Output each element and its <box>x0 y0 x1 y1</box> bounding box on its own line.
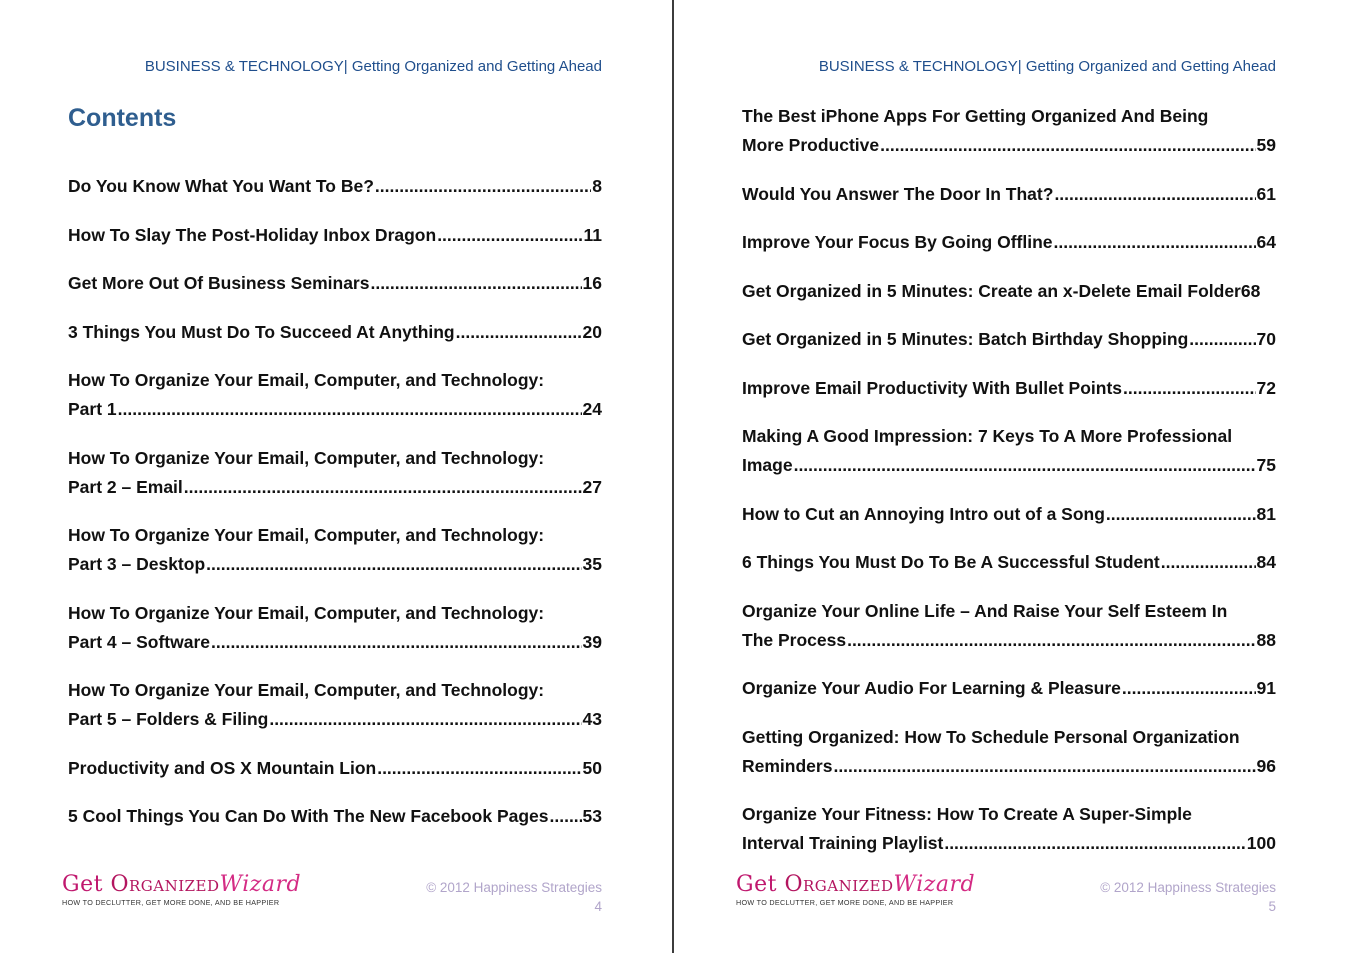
toc-page-number: 72 <box>1256 377 1276 398</box>
toc-entry[interactable] <box>742 548 1276 577</box>
toc-entry[interactable] <box>742 374 1276 403</box>
toc-entry-title: Get Organized in 5 Minutes: Create an x-Delete Email Folder <box>742 280 1241 301</box>
dot-leader <box>1122 674 1256 703</box>
dot-leader <box>269 705 581 734</box>
page-footer <box>426 878 602 916</box>
toc-entry-title-line: How To Organize Your Email, Computer, and Technology: <box>68 370 545 390</box>
toc-entry-title: Improve Email Productivity With Bullet Points <box>742 377 1123 398</box>
toc-page-number: 16 <box>582 273 602 293</box>
dot-leader <box>833 752 1255 781</box>
dot-leader <box>377 754 581 783</box>
toc-entry-title: Part 1 <box>68 399 117 419</box>
toc-entry[interactable] <box>68 676 602 734</box>
toc-page-number: 11 <box>583 224 602 245</box>
toc-entry-title-line: Organize Your Fitness: How To Create A Super-Simple <box>742 804 1192 824</box>
logo-tagline: HOW TO DECLUTTER, GET MORE DONE, AND BE HAPPIER <box>62 898 280 907</box>
toc-entry[interactable] <box>68 521 602 579</box>
dot-leader <box>118 395 582 424</box>
dot-leader <box>847 626 1255 655</box>
logo-wizard: Wizard <box>219 872 302 897</box>
page-footer <box>1100 878 1276 916</box>
toc-entry[interactable] <box>742 500 1276 529</box>
toc-page-number: 43 <box>582 709 602 729</box>
toc-entry-title-line: Making A Good Impression: 7 Keys To A More Professional <box>742 426 1233 446</box>
dot-leader <box>1054 180 1255 209</box>
toc-entry-title: 3 Things You Must Do To Succeed At Anything <box>68 321 455 342</box>
toc-entry-title-line: How To Organize Your Email, Computer, and Technology: <box>68 680 545 700</box>
dot-leader <box>1054 228 1256 257</box>
dot-leader <box>1123 374 1255 403</box>
toc-page-number: 39 <box>582 631 602 652</box>
toc-entry-title: Image <box>742 455 793 475</box>
toc-page-number: 100 <box>1246 833 1276 853</box>
toc-entry[interactable] <box>68 754 602 783</box>
toc-entry[interactable] <box>742 723 1276 781</box>
toc-entry-title-line: How To Organize Your Email, Computer, and Technology: <box>68 525 545 545</box>
toc-entry-title: Organize Your Audio For Learning & Pleasure <box>742 678 1121 698</box>
toc-entry[interactable] <box>742 228 1276 257</box>
toc-entry[interactable] <box>742 277 1276 306</box>
dot-leader <box>375 172 591 201</box>
get-organized-wizard-logo <box>736 872 975 907</box>
toc-page-number: 96 <box>1256 755 1276 776</box>
toc-page-number: 27 <box>582 476 602 497</box>
toc-entry-title: Interval Training Playlist <box>742 833 944 853</box>
dot-leader <box>184 473 582 502</box>
toc-entry[interactable] <box>68 802 602 831</box>
toc-page-number: 8 <box>592 176 602 196</box>
logo-wizard: Wizard <box>893 872 976 897</box>
toc-page-number: 84 <box>1256 552 1276 572</box>
toc-entry-title: How To Slay The Post-Holiday Inbox Dragon <box>68 224 437 245</box>
toc-page-number: 59 <box>1256 135 1276 155</box>
toc-entry-title: Would You Answer The Door In That? <box>742 183 1054 204</box>
toc-entry-title: Productivity and OS X Mountain Lion <box>68 757 377 778</box>
toc-page-number: 53 <box>582 806 602 826</box>
dot-leader <box>437 221 582 250</box>
toc-entry-title-line: Organize Your Online Life – And Raise Your Self Esteem In <box>742 600 1228 621</box>
copyright: © 2012 Happiness Strategies <box>1100 880 1276 895</box>
dot-leader <box>206 550 581 579</box>
toc-page-number: 70 <box>1256 329 1276 349</box>
toc-entry[interactable] <box>68 444 602 502</box>
toc-entry-title: How to Cut an Annoying Intro out of a Song <box>742 503 1105 524</box>
toc-entry[interactable] <box>742 325 1276 354</box>
dot-leader <box>880 131 1255 160</box>
logo-organized: Organized <box>110 872 220 897</box>
logo-get: Get <box>736 872 785 897</box>
toc-entry[interactable] <box>742 180 1276 209</box>
table-of-contents <box>742 102 1276 878</box>
toc-entry-title: Improve Your Focus By Going Offline <box>742 232 1053 252</box>
toc-page-number: 35 <box>582 554 602 574</box>
dot-leader <box>1161 548 1256 577</box>
toc-page-number: 61 <box>1256 183 1276 204</box>
logo-tagline: HOW TO DECLUTTER, GET MORE DONE, AND BE HAPPIER <box>736 898 954 907</box>
toc-entry[interactable] <box>68 366 602 424</box>
toc-page-number: 20 <box>582 321 602 342</box>
toc-entry-title: Part 4 – Software <box>68 631 210 652</box>
toc-page-number: 88 <box>1256 629 1276 650</box>
toc-page-number: 75 <box>1256 455 1276 475</box>
toc-entry-title: Part 3 – Desktop <box>68 554 206 574</box>
toc-entry-title-line: The Best iPhone Apps For Getting Organized And Being <box>742 106 1209 126</box>
toc-entry-title: Reminders <box>742 755 833 776</box>
dot-leader <box>1106 500 1256 529</box>
toc-page-number: 68 <box>1240 280 1261 301</box>
toc-entry[interactable] <box>742 102 1276 160</box>
toc-page-number: 64 <box>1256 232 1276 252</box>
dot-leader <box>370 269 581 298</box>
right-page <box>674 0 1346 953</box>
toc-entry-title: Part 2 – Email <box>68 476 183 497</box>
toc-entry[interactable] <box>68 599 602 657</box>
toc-entry-title: 6 Things You Must Do To Be A Successful Student <box>742 552 1160 572</box>
toc-entry-title: 5 Cool Things You Can Do With The New Facebook Pages <box>68 806 549 826</box>
toc-page-number: 24 <box>582 399 602 419</box>
dot-leader <box>794 451 1256 480</box>
toc-entry[interactable] <box>742 674 1276 703</box>
toc-entry-title: Do You Know What You Want To Be? <box>68 176 374 196</box>
toc-entry-title: More Productive <box>742 135 880 155</box>
toc-entry-title-line: Getting Organized: How To Schedule Personal Organization <box>742 726 1240 747</box>
toc-entry-title-line: How To Organize Your Email, Computer, and Technology: <box>68 602 545 623</box>
toc-entry[interactable] <box>742 800 1276 858</box>
toc-entry[interactable] <box>742 597 1276 655</box>
dot-leader <box>456 318 582 347</box>
toc-page-number: 81 <box>1256 503 1276 524</box>
page-number: 5 <box>1268 899 1276 914</box>
toc-entry-title: Part 5 – Folders & Filing <box>68 709 269 729</box>
contents-title: Contents <box>68 104 177 132</box>
toc-entry[interactable] <box>68 269 602 298</box>
get-organized-wizard-logo <box>62 872 301 907</box>
toc-entry[interactable] <box>68 172 602 201</box>
dot-leader <box>550 802 582 831</box>
dot-leader <box>211 628 582 657</box>
toc-page-number: 91 <box>1256 678 1276 698</box>
toc-entry-title: The Process <box>742 629 847 650</box>
dot-leader <box>944 829 1245 858</box>
toc-entry-title: Get More Out Of Business Seminars <box>68 273 370 293</box>
toc-page-number: 50 <box>582 757 602 778</box>
page-header: BUSINESS & TECHNOLOGY| Getting Organized and Getting Ahead <box>818 58 1276 75</box>
logo-organized: Organized <box>784 872 894 897</box>
toc-entry[interactable] <box>68 318 602 347</box>
table-of-contents <box>68 172 602 851</box>
copyright: © 2012 Happiness Strategies <box>426 880 602 895</box>
page-header: BUSINESS & TECHNOLOGY| Getting Organized and Getting Ahead <box>144 58 602 75</box>
toc-entry-title: Get Organized in 5 Minutes: Batch Birthday Shopping <box>742 329 1189 349</box>
dot-leader <box>1189 325 1255 354</box>
page-number: 4 <box>594 899 602 914</box>
toc-entry-title-line: How To Organize Your Email, Computer, and Technology: <box>68 447 545 468</box>
toc-entry[interactable] <box>742 422 1276 480</box>
left-page <box>0 0 672 953</box>
toc-entry[interactable] <box>68 221 602 250</box>
logo-get: Get <box>62 872 111 897</box>
